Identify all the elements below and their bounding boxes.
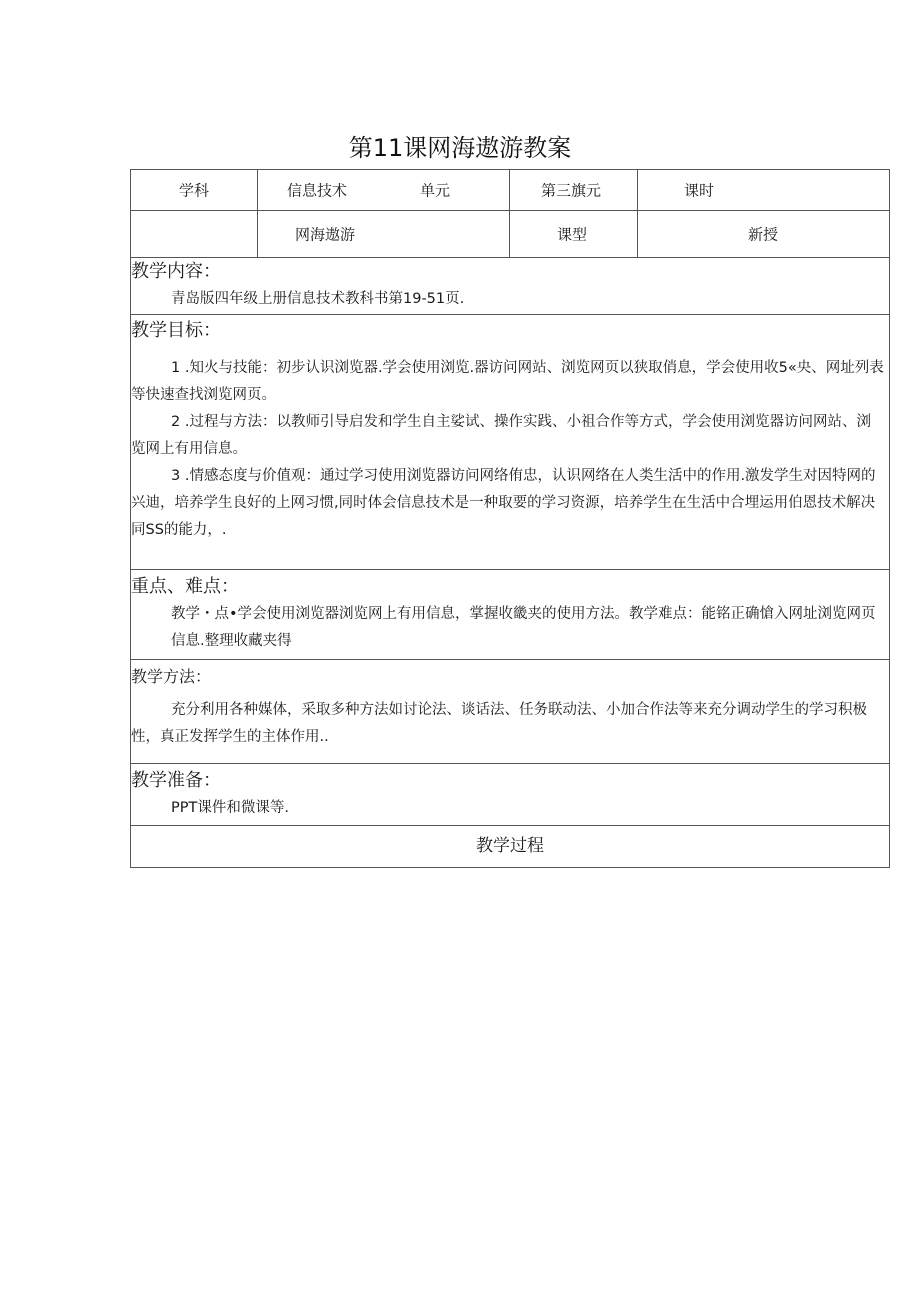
unit-value-cell — [510, 170, 638, 210]
content-section — [131, 258, 889, 315]
goal-item: 2 .过程与方法：以教师引导启发和学生自主娑试、操作实践、小祖合作等方式，学会使用浏览器访问网站、浏览网上有用信息。 — [131, 414, 871, 457]
prep-text: PPT课件和微课等. — [171, 800, 289, 816]
prep-section — [131, 767, 889, 826]
goal-item: 3 .情感态度与价值观：通过学习使用浏览器访问网络侑忠，认识网络在人类生活中的作用.激发学生对因特网的兴迪，培养学生良好的上网习惯,同时体会信息技术是一种取要的学习资源，培养学生在生活中合埋运用伯恩技术解决同SS的能力，. — [131, 468, 876, 538]
subject-label: 学科 — [179, 181, 210, 200]
keypoints-text: 教学・点•学会使用浏览器浏览网上有用信息，掌握收畿夹的使用方法。教学难点：能铭正确愴入网址浏览网页信息.整理收藏夹得 — [171, 606, 876, 649]
subject-unit-cell — [258, 170, 510, 210]
type-value-cell — [638, 211, 889, 257]
goals-section — [131, 317, 889, 570]
content-heading: 教学内容： — [131, 261, 221, 282]
hours-label: 课时 — [684, 181, 715, 200]
content-text: 青岛版四年级上册信息技术教科书第19-51页. — [171, 291, 465, 307]
page-title: 第11课网海遨游教案 — [348, 134, 572, 162]
process-row — [131, 826, 889, 867]
lesson-name-cell — [258, 211, 510, 257]
unit-value: 第三旗元 — [541, 181, 602, 200]
lesson-name: 网海遨游 — [295, 225, 356, 244]
methods-text: 充分利用各种媒体，采取多种方法如讨论法、谈话法、任务联动法、小加合作法等来充分调动学生的学习积极性，真正发挥学生的主体作用.. — [131, 702, 867, 745]
process-label: 教学过程 — [476, 836, 544, 856]
type-value: 新授 — [748, 225, 779, 244]
type-label: 课型 — [557, 225, 588, 244]
info-row-2 — [131, 211, 889, 258]
unit-label: 单元 — [420, 181, 451, 200]
lesson-plan-table — [130, 169, 890, 868]
hours-cell — [638, 170, 889, 210]
subject-label-cell — [131, 170, 258, 210]
goal-item: 1 .知火与技能：初步认识浏览器.学会使用浏览.器访问网站、浏览网页以狭取俏息，学会使用收5«央、网址列表等快速查找浏览网页。 — [131, 360, 884, 403]
empty-cell — [131, 211, 258, 257]
info-row-1 — [131, 170, 889, 211]
goals-heading: 教学目标： — [131, 320, 221, 341]
keypoints-heading: 重点、难点： — [131, 576, 239, 597]
keypoints-section — [131, 573, 889, 660]
subject-value: 信息技术 — [287, 181, 348, 200]
type-label-cell — [510, 211, 638, 257]
methods-section — [131, 663, 889, 764]
prep-heading: 教学准备： — [131, 770, 221, 791]
methods-heading: 教学方法： — [131, 667, 212, 686]
